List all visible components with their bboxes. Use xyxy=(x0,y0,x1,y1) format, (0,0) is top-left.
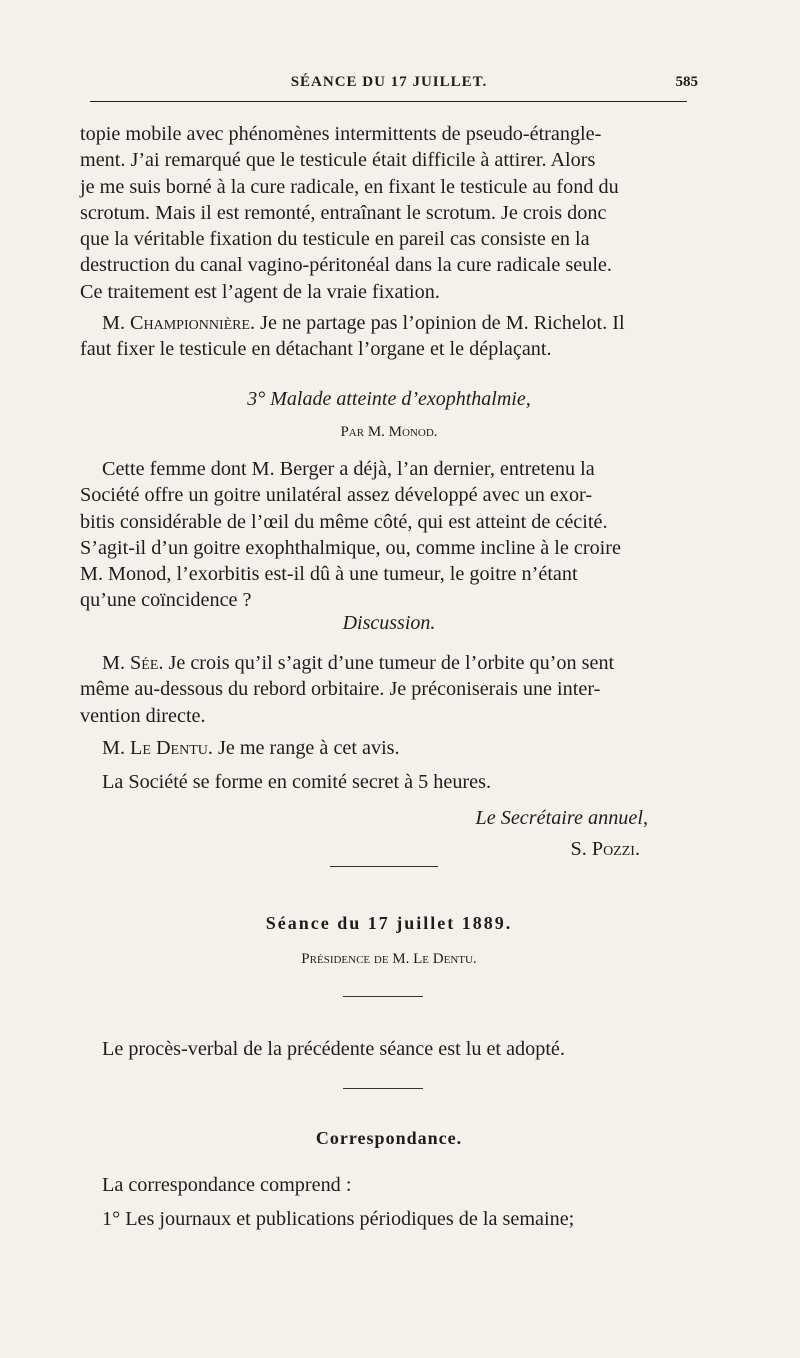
paragraph-secret-committee xyxy=(80,769,698,795)
paragraph-championniere xyxy=(80,310,698,363)
session-title: Séance du 17 juillet 1889. xyxy=(265,913,513,933)
section-divider xyxy=(343,996,423,997)
paragraph-line: même au-dessous du rebord orbitaire. Je préconiserais une inter- xyxy=(80,678,601,701)
running-title: SÉANCE DU 17 JUILLET. xyxy=(290,74,488,90)
section-divider xyxy=(330,866,438,867)
paragraph-line: ment. J’ai remarqué que le testicule était difficile à attirer. Alors xyxy=(80,149,596,172)
paragraph-line: Le procès-verbal de la précédente séance est lu et adopté. xyxy=(102,1038,565,1060)
paragraph-line: S’agit-il d’un goitre exophthalmique, ou, comme incline à le croire xyxy=(80,536,621,559)
paragraph-line xyxy=(80,735,698,761)
speaker-name: M. Sée. xyxy=(102,652,164,674)
speaker-text: Je crois qu’il s’agit d’une tumeur de l’orbite qu’on sent xyxy=(163,652,615,674)
paragraph-line: La correspondance comprend : xyxy=(102,1174,352,1196)
paragraph-line: 1° Les journaux et publications périodiques de la semaine; xyxy=(102,1208,575,1230)
page xyxy=(80,0,698,1358)
paragraph-line: que la véritable fixation du testicule en pareil cas consiste en la xyxy=(80,228,590,251)
paragraph-line: je me suis borné à la cure radicale, en fixant le testicule au fond du xyxy=(80,175,619,198)
paragraph-line: bitis considérable de l’œil du même côté, qui est atteint de cécité. xyxy=(80,510,608,533)
paragraph-line: topie mobile avec phénomènes intermittents de pseudo-étrangle- xyxy=(80,123,602,145)
running-head xyxy=(80,74,698,98)
paragraph-line: faut fixer le testicule en détachant l’organe et le déplaçant. xyxy=(80,338,552,361)
speaker-text: Je ne partage pas l’opinion de M. Richelot. Il xyxy=(255,312,625,334)
section-divider xyxy=(343,1088,423,1089)
session-presidency: Présidence de M. Le Dentu. xyxy=(301,951,477,967)
correspondence-item xyxy=(80,1206,698,1232)
paragraph-line: Société offre un goitre unilatéral assez développé avec un exor- xyxy=(80,484,593,507)
section-byline: Par M. Monod. xyxy=(340,424,438,440)
correspondence-intro xyxy=(80,1172,698,1198)
discussion-title: Discussion. xyxy=(342,612,436,634)
correspondence-title: Correspondance. xyxy=(315,1128,463,1148)
paragraph-case xyxy=(80,456,698,614)
paragraph-line: Ce traitement est l’agent de la vraie fixation. xyxy=(80,280,440,303)
paragraph-see xyxy=(80,650,698,729)
speaker-text: Je me range à cet avis. xyxy=(212,737,400,759)
paragraph-continuation xyxy=(80,121,698,305)
header-rule xyxy=(90,101,687,102)
signature-role: Le Secrétaire annuel, xyxy=(475,807,648,829)
signature-name: S. Pozzi. xyxy=(570,838,640,860)
paragraph-line: scrotum. Mais il est remonté, entraînant le scrotum. Je crois donc xyxy=(80,201,607,224)
speaker-name: M. Le Dentu. xyxy=(102,737,213,759)
paragraph-line: destruction du canal vagino-péritonéal dans la cure radicale seule. xyxy=(80,254,612,277)
page-number: 585 xyxy=(675,74,698,90)
paragraph-le-dentu xyxy=(80,735,698,761)
paragraph-line: Cette femme dont M. Berger a déjà, l’an dernier, entretenu la xyxy=(102,458,595,480)
paragraph-line: La Société se forme en comité secret à 5 heures. xyxy=(102,771,491,793)
speaker-name: M. Championnière. xyxy=(102,312,256,334)
section-title: 3° Malade atteinte d’exophthalmie, xyxy=(247,388,531,410)
paragraph-line: vention directe. xyxy=(80,704,206,727)
paragraph-line xyxy=(80,650,698,676)
paragraph-line: M. Monod, l’exorbitis est-il dû à une tumeur, le goitre n’étant xyxy=(80,563,578,586)
paragraph-minutes xyxy=(80,1036,698,1062)
paragraph-line: qu’une coïncidence ? xyxy=(80,589,252,612)
paragraph-line xyxy=(80,310,698,336)
